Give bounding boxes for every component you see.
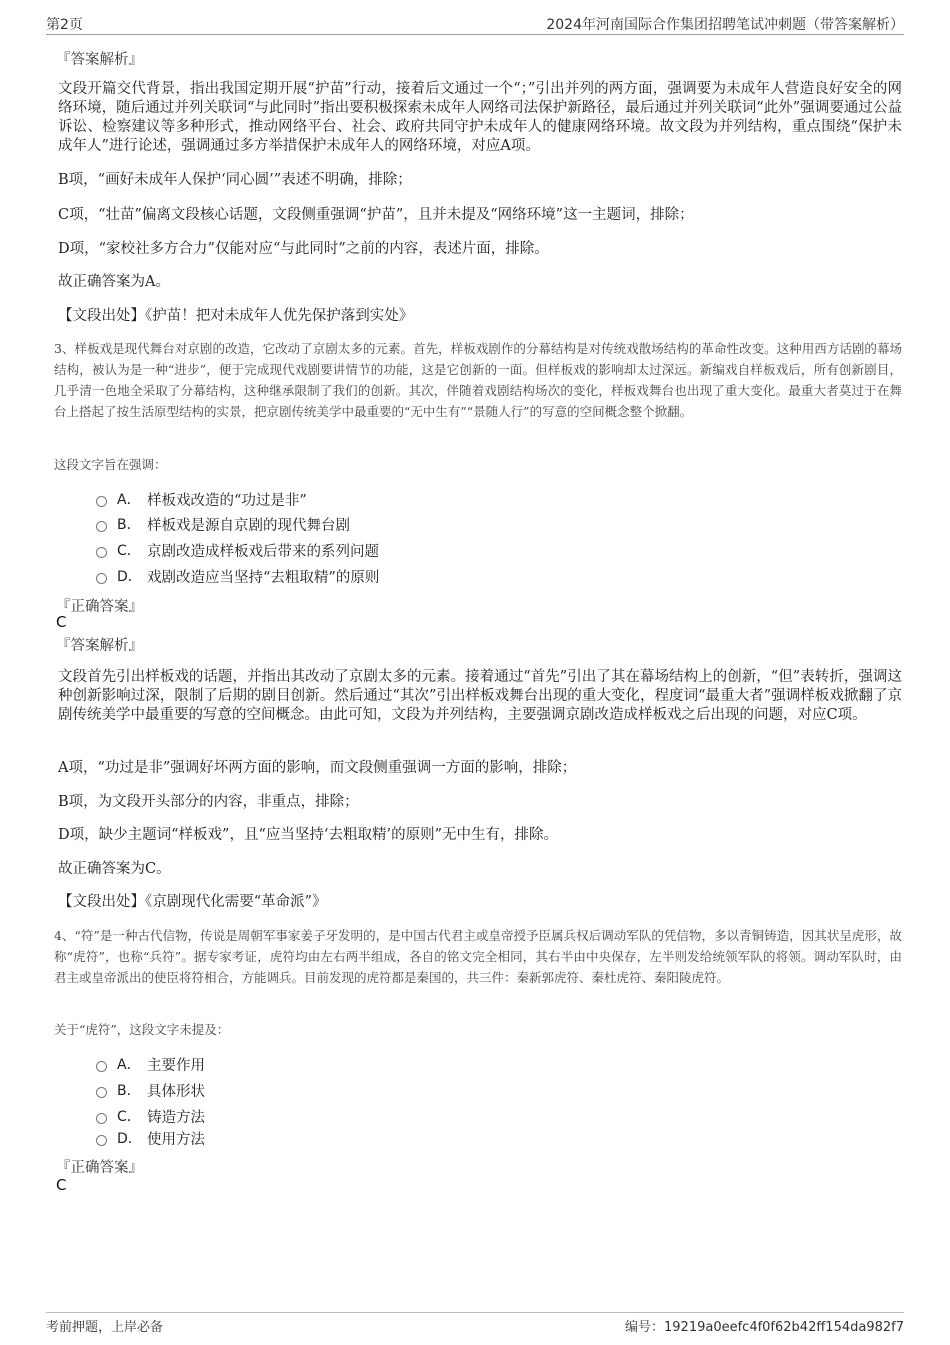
q2-source: 【文段出处】《护苗！把对未成年人优先保护落到实处》: [58, 308, 414, 324]
option-letter: C．: [117, 1109, 141, 1125]
q3-explain-d: D项，缺少主题词“样板戏”，且“应当坚持‘去粗取精’的原则”无中生有，排除。: [58, 827, 558, 843]
option-letter: A．: [117, 1057, 141, 1073]
q4-correct-label: 『正确答案』: [56, 1160, 143, 1176]
page-number: 第2页: [46, 17, 83, 33]
q2-analysis-label: 『答案解析』: [56, 52, 143, 68]
radio-icon[interactable]: [96, 1061, 107, 1072]
q3-conclusion: 故正确答案为C。: [58, 861, 171, 877]
q2-explain-b: B项，“画好未成年人保护‘同心圆’”表述不明确，排除；: [58, 172, 412, 188]
page-header: [46, 12, 904, 35]
q2-analysis-text: 文段开篇交代背景，指出我国定期开展“护苗”行动，接着后文通过一个“；”引出并列的两方面，强调要为未成年人营造良好安全的网络环境，随后通过并列关联词“与此同时”指出要积极探索未成年人网络司法保护新路径，最后通过并列关联词“此外”强调要通过公益诉讼、检察建议等多种形式，推动网络平台、社会、政府共同守护未成年人的健康网络环境。故文段为并列结构，重点围绕“保护未成年人”进行论述，强调通过多方举措保护未成年人的网络环境，对应A项。: [58, 81, 902, 154]
q2-explain-c: C项，“壮苗”偏离文段核心话题，文段侧重强调“护苗”，且并未提及“网络环境”这一主题词，排除；: [58, 207, 694, 223]
radio-icon[interactable]: [96, 496, 107, 507]
option-text: 主要作用: [147, 1057, 205, 1074]
option-text: 样板戏是源自京剧的现代舞台剧: [147, 517, 350, 534]
option-text: 具体形状: [147, 1083, 205, 1100]
option-letter: D．: [117, 569, 142, 585]
q4-option-b[interactable]: [96, 1080, 205, 1100]
radio-icon[interactable]: [96, 547, 107, 558]
document-title: 2024年河南国际合作集团招聘笔试冲刺题（带答案解析）: [546, 17, 904, 33]
q3-prompt: 这段文字旨在强调：: [54, 457, 167, 472]
q3-correct-value: C: [56, 613, 67, 631]
q3-explain-a: A项，“功过是非”强调好坏两方面的影响，而文段侧重强调一方面的影响，排除；: [58, 760, 577, 776]
q4-correct-value: C: [56, 1176, 67, 1194]
footer-slogan: 考前押题，上岸必备: [46, 1320, 164, 1335]
q3-option-a[interactable]: [96, 489, 307, 509]
q3-correct-label: 『正确答案』: [56, 599, 143, 615]
option-letter: B．: [117, 1083, 141, 1099]
page-footer: [46, 1312, 904, 1339]
footer-serial: 编号：19219a0eefc4f0f62b42ff154da982f7: [625, 1320, 904, 1335]
option-text: 使用方法: [147, 1131, 205, 1148]
q3-option-c[interactable]: [96, 540, 379, 560]
option-letter: D．: [117, 1131, 142, 1147]
q4-prompt: 关于“虎符”，这段文字未提及：: [54, 1022, 230, 1037]
q3-explain-b: B项，为文段开头部分的内容，非重点，排除；: [58, 794, 359, 810]
q4-stem: 4、“符”是一种古代信物，传说是周朝军事家姜子牙发明的，是中国古代君主或皇帝授予臣属兵权后调动军队的凭信物，多以青铜铸造，因其状呈虎形，故称“虎符”，也称“兵符”。据专家考证，虎符均由左右两半组成，各自的铭文完全相同，其右半由中央保存，左半则发给统领军队的将领。调动军队时，由君主或皇帝派出的使臣将符相合，方能调兵。目前发现的虎符都是秦国的，共三件：秦新郭虎符、秦杜虎符、秦阳陵虎符。: [54, 928, 902, 985]
option-text: 京剧改造成样板戏后带来的系列问题: [147, 543, 379, 560]
q3-analysis-text: 文段首先引出样板戏的话题，并指出其改动了京剧太多的元素。接着通过“首先”引出了其在幕场结构上的创新，“但”表转折，强调这种创新影响过深，限制了后期的剧目创新。然后通过“其次”引出样板戏舞台出现的重大变化，程度词“最重大者”强调样板戏掀翻了京剧传统美学中最重要的写意的空间概念。由此可知，文段为并列结构，主要强调京剧改造成样板戏之后出现的问题，对应C项。: [58, 669, 902, 723]
radio-icon[interactable]: [96, 573, 107, 584]
radio-icon[interactable]: [96, 1113, 107, 1124]
radio-icon[interactable]: [96, 521, 107, 532]
q4-option-d[interactable]: [96, 1128, 205, 1148]
option-letter: B．: [117, 517, 141, 533]
radio-icon[interactable]: [96, 1135, 107, 1146]
q4-option-c[interactable]: [96, 1106, 205, 1126]
option-text: 样板戏改造的“功过是非”: [147, 492, 307, 509]
option-letter: C．: [117, 543, 141, 559]
q3-analysis-label: 『答案解析』: [56, 638, 143, 654]
option-text: 铸造方法: [147, 1109, 205, 1126]
q4-option-a[interactable]: [96, 1054, 205, 1074]
q2-conclusion: 故正确答案为A。: [58, 274, 170, 290]
q3-stem: 3、样板戏是现代舞台对京剧的改造，它改动了京剧太多的元素。首先，样板戏剧作的分幕结构是对传统戏散场结构的革命性改变。这种用西方话剧的幕场结构，被认为是一种“进步”，便于完成现代戏剧要讲情节的功能，这是它创新的一面。但样板戏的影响却太过深远。新编戏自样板戏后，所有创新剧目，几乎清一色地全采取了分幕结构，这种继承限制了我们的创新。其次，伴随着戏剧结构场次的变化，样板戏舞台也出现了重大变化。最重大者莫过于在舞台上搭起了按生活原型结构的实景，把京剧传统美学中最重要的“无中生有”“景随人行”的写意的空间概念整个掀翻。: [54, 341, 902, 419]
q2-explain-d: D项，“家校社多方合力”仅能对应“与此同时”之前的内容，表述片面，排除。: [58, 241, 549, 257]
q3-option-d[interactable]: [96, 566, 379, 586]
q3-option-b[interactable]: [96, 514, 350, 534]
radio-icon[interactable]: [96, 1087, 107, 1098]
q3-source: 【文段出处】《京剧现代化需要“革命派”》: [58, 894, 327, 910]
option-text: 戏剧改造应当坚持“去粗取精”的原则: [147, 569, 380, 586]
option-letter: A．: [117, 492, 141, 508]
